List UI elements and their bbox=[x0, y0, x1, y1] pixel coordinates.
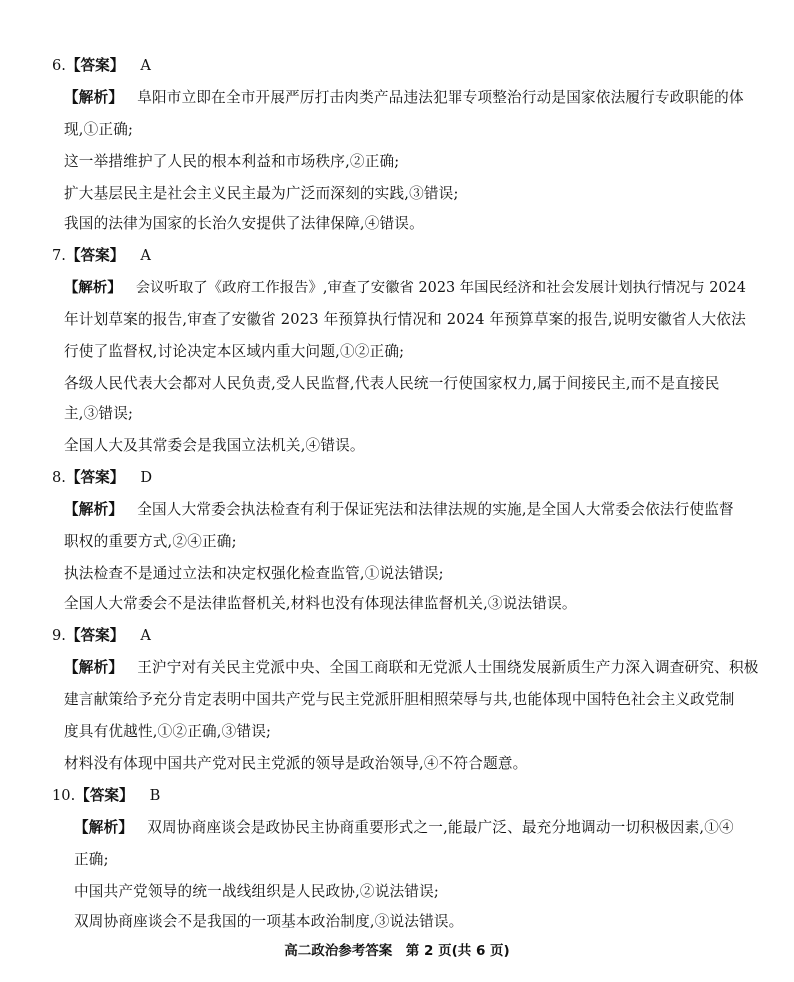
q7-analysis-line-1 bbox=[64, 278, 746, 298]
question-number: 10. bbox=[52, 787, 76, 804]
answer-choice: A bbox=[140, 247, 151, 264]
answer-choice: D bbox=[140, 469, 153, 486]
q10-analysis-line-4: 双周协商座谈会不是我国的一项基本政治制度,③说法错误。 bbox=[74, 913, 464, 930]
q10-analysis-line-1 bbox=[74, 818, 734, 838]
answer-choice: A bbox=[140, 627, 151, 644]
analysis-text: 双周协商座谈会是政协民主协商重要形式之一,能最广泛、最充分地调动一切积极因素,①④ bbox=[147, 819, 734, 836]
q8-analysis-line-1 bbox=[64, 500, 734, 520]
answer-tag: 【答案】 bbox=[65, 627, 125, 644]
analysis-text: 会议听取了《政府工作报告》,审查了安徽省 2023 年国民经济和社会发展计划执行情况与 2024 bbox=[135, 280, 746, 296]
answer-tag: 【答案】 bbox=[75, 787, 134, 804]
q8-analysis-line-2: 职权的重要方式,②④正确; bbox=[64, 533, 237, 550]
question-number: 9. bbox=[52, 627, 66, 644]
q7-analysis-line-2: 年计划草案的报告,审查了安徽省 2023 年预算执行情况和 2024 年预算草案的报告,说明安徽省人大依法 bbox=[64, 311, 746, 328]
q6-analysis-line-2: 现,①正确; bbox=[64, 121, 134, 138]
q9-analysis-line-4: 材料没有体现中国共产党对民主党派的领导是政治领导,④不符合题意。 bbox=[64, 755, 528, 772]
analysis-tag: 【解析】 bbox=[64, 280, 122, 296]
q6-analysis-line-3: 这一举措维护了人民的根本利益和市场秩序,②正确; bbox=[64, 153, 400, 170]
q7-analysis-line-4: 各级人民代表大会都对人民负责,受人民监督,代表人民统一行使国家权力,属于间接民主,而不是直接民 bbox=[64, 375, 720, 392]
analysis-tag: 【解析】 bbox=[74, 819, 134, 836]
q7-answer-header bbox=[52, 246, 151, 266]
q10-answer-header bbox=[52, 786, 160, 806]
analysis-text: 全国人大常委会执法检查有利于保证宪法和法律法规的实施,是全国人大常委会依法行使监督 bbox=[137, 501, 734, 518]
question-number: 6. bbox=[52, 57, 66, 74]
answer-tag: 【答案】 bbox=[65, 57, 125, 74]
q10-analysis-line-3: 中国共产党领导的统一战线组织是人民政协,②说法错误; bbox=[74, 883, 440, 900]
analysis-text: 阜阳市立即在全市开展严厉打击肉类产品违法犯罪专项整治行动是国家依法履行专政职能的体 bbox=[137, 89, 744, 106]
answer-choice: B bbox=[149, 787, 161, 804]
question-number: 8. bbox=[52, 469, 66, 486]
answer-tag: 【答案】 bbox=[65, 469, 125, 486]
q6-answer-header bbox=[52, 56, 151, 76]
analysis-tag: 【解析】 bbox=[64, 501, 124, 518]
q9-analysis-line-1 bbox=[64, 658, 759, 678]
analysis-tag: 【解析】 bbox=[64, 89, 124, 106]
q7-analysis-line-5: 主,③错误; bbox=[64, 405, 134, 422]
q9-analysis-line-3: 度具有优越性,①②正确,③错误; bbox=[64, 723, 272, 740]
q6-analysis-line-5: 我国的法律为国家的长治久安提供了法律保障,④错误。 bbox=[64, 215, 424, 232]
question-number: 7. bbox=[52, 247, 66, 264]
answer-tag: 【答案】 bbox=[65, 247, 125, 264]
answer-choice: A bbox=[140, 57, 151, 74]
q6-analysis-line-1 bbox=[64, 88, 744, 108]
q8-answer-header bbox=[52, 468, 152, 488]
q8-analysis-line-3: 执法检查不是通过立法和决定权强化检查监管,①说法错误; bbox=[64, 565, 444, 582]
q9-answer-header bbox=[52, 626, 151, 646]
analysis-text: 王沪宁对有关民主党派中央、全国工商联和无党派人士围绕发展新质生产力深入调查研究、积极 bbox=[137, 659, 759, 676]
q7-analysis-line-3: 行使了监督权,讨论决定本区域内重大问题,①②正确; bbox=[64, 343, 405, 360]
q9-analysis-line-2: 建言献策给予充分肯定表明中国共产党与民主党派肝胆相照荣辱与共,也能体现中国特色社会主义政党制 bbox=[64, 691, 735, 708]
q10-analysis-line-2: 正确; bbox=[74, 851, 109, 868]
q6-analysis-line-4: 扩大基层民主是社会主义民主最为广泛而深刻的实践,③错误; bbox=[64, 185, 459, 202]
q7-analysis-line-6: 全国人大及其常委会是我国立法机关,④错误。 bbox=[64, 437, 365, 454]
page-footer: 高二政治参考答案 第 2 页(共 6 页) bbox=[284, 943, 510, 959]
analysis-tag: 【解析】 bbox=[64, 659, 124, 676]
q8-analysis-line-4: 全国人大常委会不是法律监督机关,材料也没有体现法律监督机关,③说法错误。 bbox=[64, 595, 577, 612]
